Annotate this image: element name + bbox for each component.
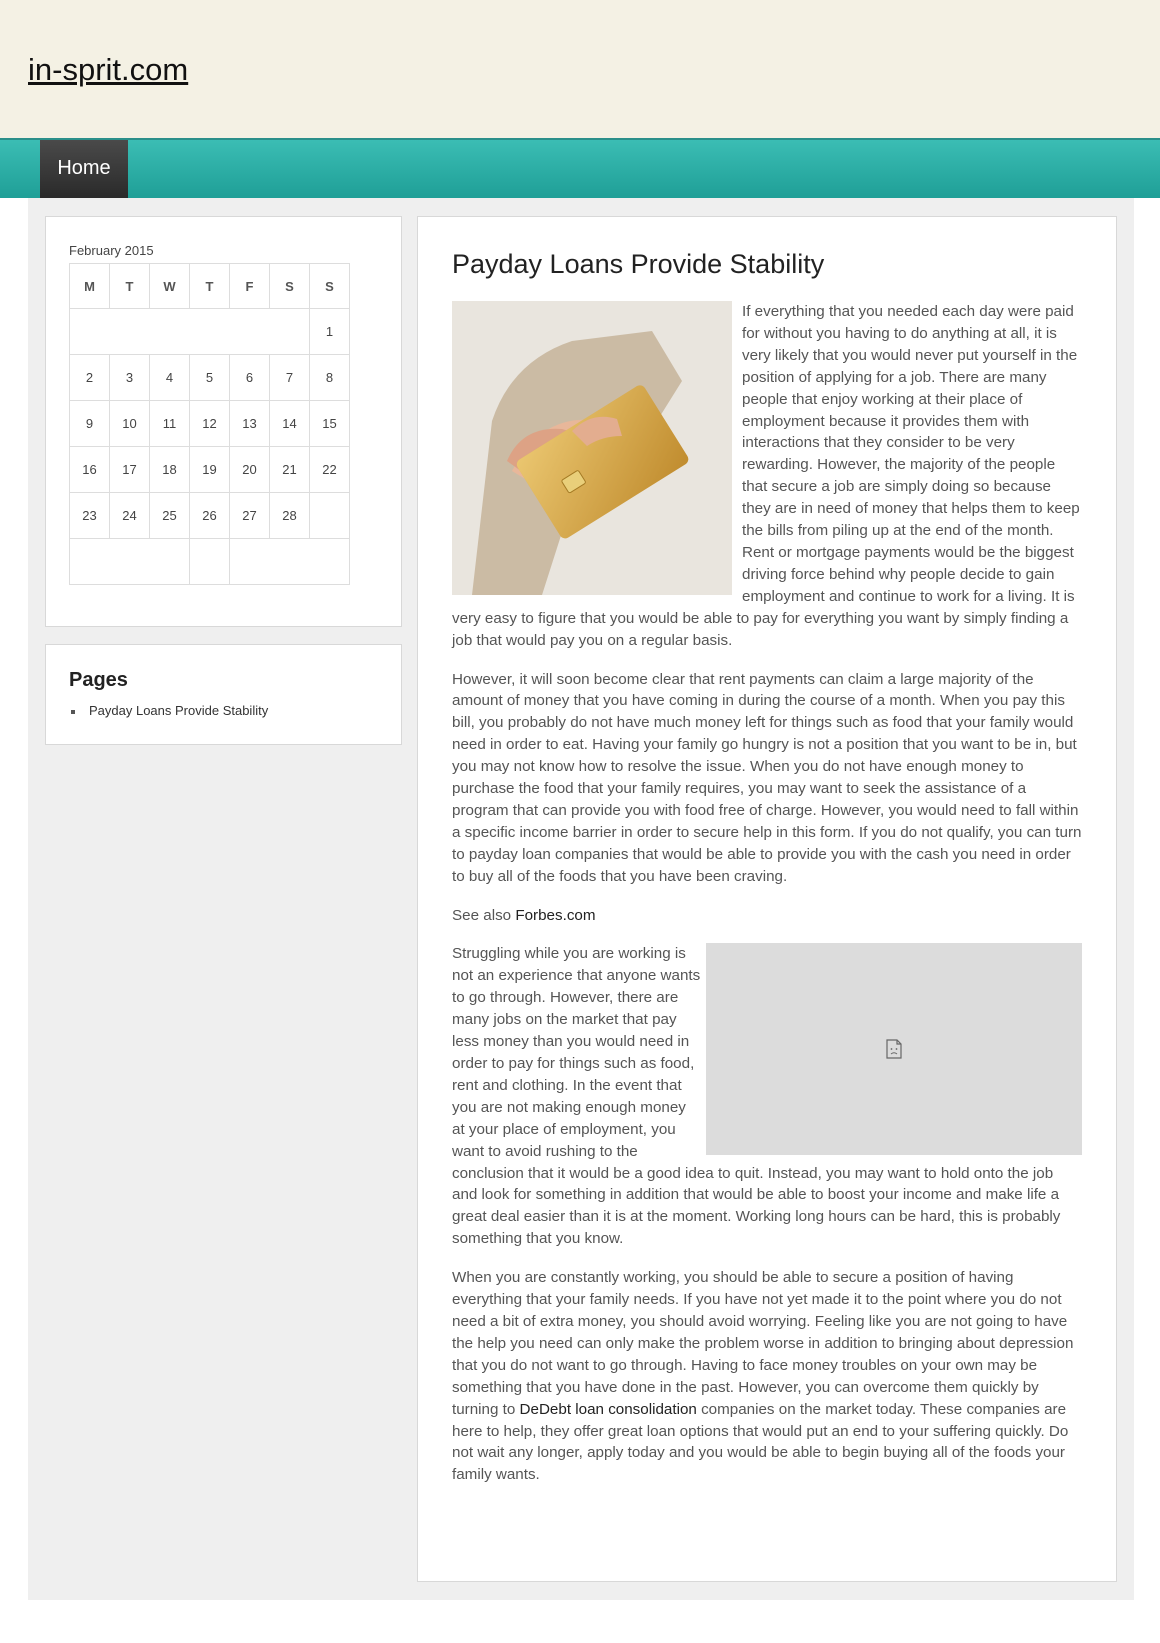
post-paragraph-4 [452,1267,1082,1486]
calendar-day-header: S [310,264,350,309]
calendar-next-nav [230,539,350,585]
calendar-day: 5 [190,355,230,401]
calendar-day: 10 [110,401,150,447]
calendar-day: 18 [150,447,190,493]
calendar-day [310,493,350,539]
calendar-day: 27 [230,493,270,539]
pages-list [69,703,268,718]
calendar-day-header: T [110,264,150,309]
calendar-day: 24 [110,493,150,539]
calendar-day: 14 [270,401,310,447]
calendar-day: 8 [310,355,350,401]
post-paragraph-1: If everything that you needed each day were paid for without you having to do anything at all, it is very likely that you would never put yourself in the position of applying for a job. There are many people that enjoy working at their place of employment because it provides them with interactions that they consider to be very rewarding. However, the majority of the people that secure a job are simply doing so because they are in need of money that helps them to keep the bills from piling up at the end of the month. Rent or mortgage payments would be the biggest driving force behind why people decide to gain employment and continue to work for a living. It is very easy to figure that you would be able to pay for everything you want by simply finding a job that would pay you on a regular basis. [452,303,1080,649]
hand-card-illustration [452,301,732,595]
main-nav [0,138,1160,198]
site-title-link[interactable]: in-sprit.com [28,52,189,87]
calendar-day: 11 [150,401,190,447]
calendar-caption: February 2015 [69,243,154,258]
calendar-day: 6 [230,355,270,401]
calendar-day: 13 [230,401,270,447]
calendar-day: 22 [310,447,350,493]
calendar-day: 3 [110,355,150,401]
credit-card-photo [452,301,732,595]
forbes-link[interactable]: Forbes.com [515,906,596,924]
calendar-day-header: T [190,264,230,309]
calendar-day: 19 [190,447,230,493]
dedebt-link[interactable]: DeDebt loan consolidation [519,1400,697,1418]
paragraph-4-text-start: When you are constantly working, you should be able to secure a position of having everything that your family needs. If you have not yet made it to the point where you do not need a bit of extra money, you should avoid worrying. Feeling like you are not going to have the help you need can only make the problem worse in addition to bringing about depression that you do not want to go through. Having to face money troubles on your own may be something that you have done in the past. However, you can overcome them quickly by turning to [452,1269,1074,1418]
calendar-day: 7 [270,355,310,401]
post-paragraph-2: However, it will soon become clear that rent payments can claim a large majority of the amount of money that you have coming in during the course of a month. When you pay this bill, you probably do not have much money left for things such as food that your family would need in order to eat. Having your family go hungry is not a position that you want to be in, but you may not know how to resolve the issue. When you do not have enough money to purchase the food that your family requires, you may want to seek the assistance of a program that can provide you with food free of charge. However, you would need to fall within a specific income barrier in order to secure help in this form. If you do not qualify, you can turn to payday loan companies that would be able to provide you with the cash you need in order to buy all of the foods that you have been craving. [452,670,1082,885]
calendar-day: 20 [230,447,270,493]
calendar-day: 2 [70,355,110,401]
post-paragraph-3: Struggling while you are working is not an experience that anyone wants to go through. However, there are many jobs on the market that pay less money than you would need in order to pay for things such as food, rent and clothing. In the event that you are not making enough money at your place of employment, you want to avoid rushing to the conclusion that it would be a good idea to quit. Instead, you may want to hold onto the job and look for something in addition that would be able to boost your income and make life a great deal easier than it is at the moment. Working long hours can be hard, this is probably something that you know. [452,945,1061,1248]
calendar-day: 12 [190,401,230,447]
pages-widget-title: Pages [69,669,128,691]
calendar-day: 25 [150,493,190,539]
calendar-pad [190,539,230,585]
calendar-day: 26 [190,493,230,539]
calendar-day: 28 [270,493,310,539]
calendar-day: 4 [150,355,190,401]
nav-home-link[interactable]: Home [40,140,128,198]
see-also-line [452,905,1082,927]
post-content [417,216,1117,1582]
post-body [452,301,1082,1503]
calendar-day: 9 [70,401,110,447]
calendar-table [69,263,350,585]
pages-list-item [69,703,268,718]
see-also-prefix: See also [452,906,516,924]
broken-image-icon [886,1039,902,1059]
calendar-day: 17 [110,447,150,493]
calendar-day-header: S [270,264,310,309]
calendar-prev-nav [70,539,190,585]
pages-widget [45,644,402,745]
calendar-day: 1 [310,309,350,355]
calendar-day: 21 [270,447,310,493]
calendar-day-header: W [150,264,190,309]
calendar-day: 23 [70,493,110,539]
calendar-day: 15 [310,401,350,447]
site-header [0,0,1160,138]
calendar-pad [70,309,310,355]
broken-image-placeholder [706,943,1082,1155]
calendar-day: 16 [70,447,110,493]
calendar-day-header: F [230,264,270,309]
calendar-widget [45,216,402,627]
paragraph-4-text-end: companies on the market today. These companies are here to help, they offer great loan options that would put an end to your suffering quickly. Do not wait any longer, apply today and you would be able to begin buying all of the foods your family wants. [452,1400,1069,1484]
pages-link-payday-loans[interactable]: Payday Loans Provide Stability [89,703,269,718]
calendar-day-header: M [70,264,110,309]
post-title: Payday Loans Provide Stability [452,249,825,279]
